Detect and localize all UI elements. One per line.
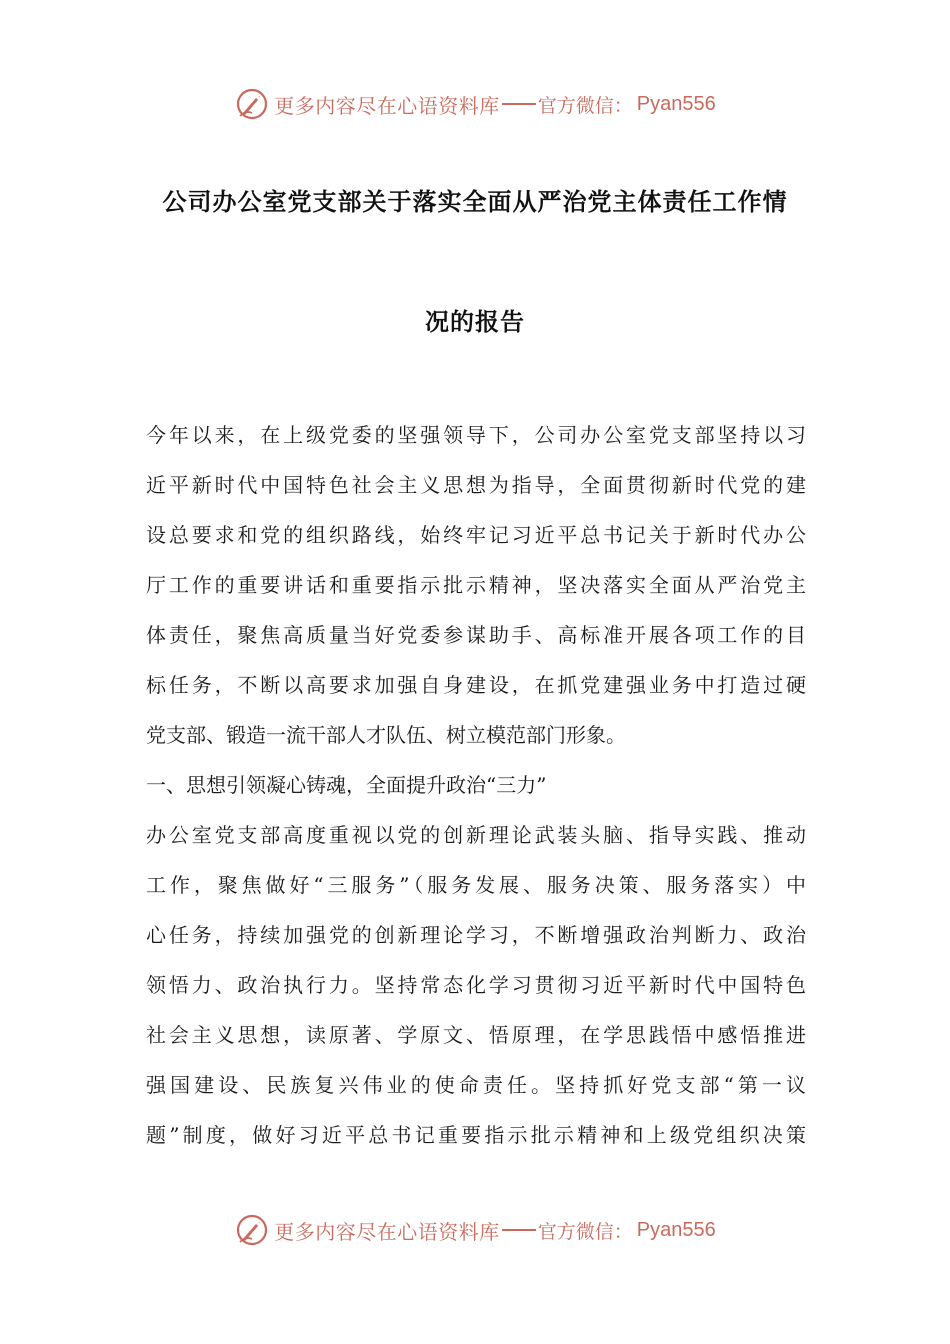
body-line: 办公室党支部高度重视以党的创新理论武装头脑、指导实践、推动 (146, 823, 806, 847)
official-wechat-label: 官方微信： (537, 94, 633, 117)
official-wechat-label: 官方微信： (537, 1220, 633, 1243)
pen-nib-icon (234, 86, 270, 122)
body-line: 近平新时代中国特色社会主义思想为指导，全面贯彻新时代党的建 (146, 473, 806, 497)
body-line: 厅工作的重要讲话和重要指示批示精神，坚决落实全面从严治党主 (146, 573, 806, 597)
wechat-id: Pyan556 (636, 1218, 716, 1241)
body-line: 标任务，不断以高要求加强自身建设，在抓党建强业务中打造过硬 (146, 673, 806, 697)
document-title-line-1: 公司办公室党支部关于落实全面从严治党主体责任工作情 (162, 188, 788, 216)
banner-divider (502, 1229, 536, 1231)
promo-text: 更多内容尽在心语资料库 (274, 93, 500, 118)
body-line: 党支部、锻造一流干部人才队伍、树立模范部门形象。 (146, 723, 626, 747)
pen-nib-icon (234, 1212, 270, 1248)
body-line: 体责任，聚焦高质量当好党委参谋助手、高标准开展各项工作的目 (146, 623, 806, 647)
banner-divider (502, 103, 536, 105)
promo-text: 更多内容尽在心语资料库 (274, 1219, 500, 1244)
body-line: 领悟力、政治执行力。坚持常态化学习贯彻习近平新时代中国特色 (146, 973, 806, 997)
body-line: 心任务，持续加强党的创新理论学习，不断增强政治判断力、政治 (146, 923, 806, 947)
footer-banner (0, 1210, 950, 1250)
body-line: 设总要求和党的组织路线，始终牢记习近平总书记关于新时代办公 (146, 523, 806, 547)
body-line: 今年以来，在上级党委的坚强领导下，公司办公室党支部坚持以习 (146, 423, 806, 447)
body-line: 社会主义思想，读原著、学原文、悟原理，在学思践悟中感悟推进 (146, 1023, 806, 1047)
document-title-line-2: 况的报告 (425, 308, 525, 336)
document-body (146, 420, 806, 1170)
header-banner (0, 84, 950, 124)
section-heading: 一、思想引领凝心铸魂，全面提升政治“三力” (146, 773, 547, 797)
body-line: 工作，聚焦做好“三服务”（服务发展、服务决策、服务落实）中 (146, 873, 806, 897)
body-line: 强国建设、民族复兴伟业的使命责任。坚持抓好党支部“第一议 (146, 1073, 806, 1097)
wechat-id: Pyan556 (636, 92, 716, 115)
body-line: 题”制度，做好习近平总书记重要指示批示精神和上级党组织决策 (146, 1123, 806, 1147)
